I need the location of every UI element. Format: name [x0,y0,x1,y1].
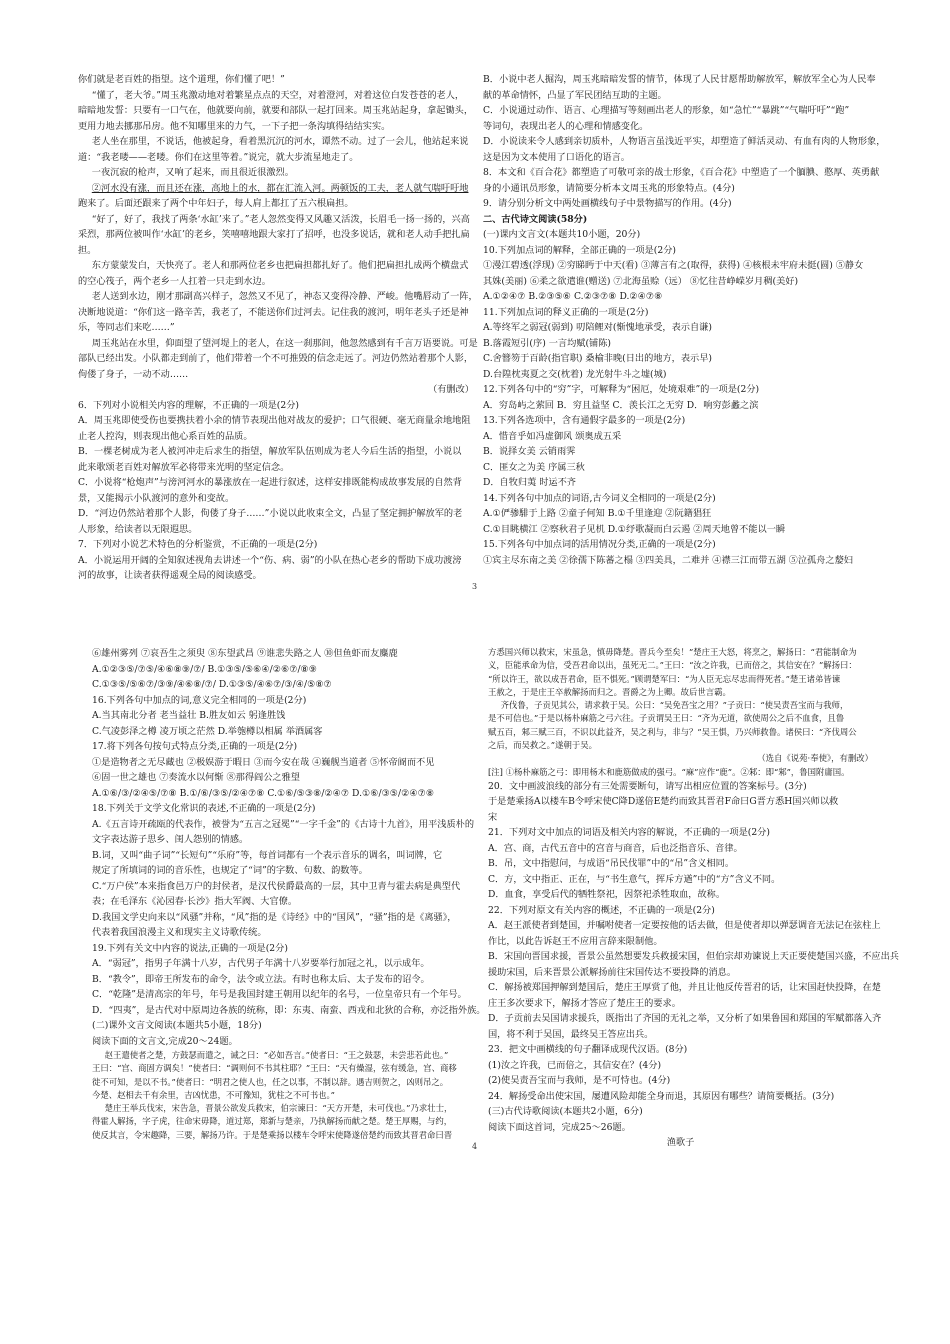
text-line: 跑来了。后面还跟来了两个中年妇子，每人肩上都扛了五六根扁担。 [78,198,354,209]
text-line: 更用力地去挪那吊房。他不知哪里来的力气，一下子把一条沟填得结结实实。 [78,120,391,132]
option-line: 止老人控沟，则表现出他心系百姓的品质。 [78,430,253,442]
text-line: ①漫江碧透(浮现) ②穷睇眄于中天(看) ③薄言有之(取得，获得) ④核根未牢府未挺(圆) ⑤静女 [483,260,864,271]
text-line: 王曰：“宫、商固方调矣！”使者曰：“调则何不书其柱耶？”王曰：“天有燥湿，弦有缓急，宫、商移 [92,1063,457,1074]
text-line: 一夜沉寂的枪声，又响了起来，而且很近很激烈。 [91,167,294,178]
text-line: (1)汝之许我，已而倍之，其信安在？(4分) [488,1059,662,1071]
underlined-sentence: ②河水没有涨，而且还在涨，高地上的水，都在汇流入河。两顿饭的工夫，老人就气喘吁吁地 [91,182,469,194]
question-21: 21．下列对文中加点的词语及相关内容的解说，不正确的一项是(2分) [488,827,770,839]
option-line: C.气凌彭泽之樽 凌万顷之茫然 D.举匏樽以相属 举酒属客 [92,725,323,737]
question-10: 10.下列加点词的解释，全部正确的一项是(2分) [483,244,676,256]
question-8: 8．本文和《百合花》都塑造了可敬可亲的战士形象，《百合花》中塑造了一个腼腆、憨厚、英勇献 [483,167,880,178]
text-line: 暗暗地发誓：只要有一口气在，他就要向前，就要和部队一起打回来。周玉兆站起身，拿起锄头， [78,105,474,116]
text-line: 之后，而吴救之。”遂朝于吴。 [488,740,597,751]
text-line: 其姝(美丽) ⑥柔之欲遣谁(赠送) ⑦北海虽赊（远） ⑧忆往昔峥嵘岁月稠(美好) [483,275,799,287]
option-line: 作比，以此告诉赵王不应用言辞来限制他。 [488,935,663,947]
option-line: 这是因为文本使用了口语化的语言。 [483,151,630,163]
question-7: 7．下列对小说艺术特色的分析鉴赏，不正确的一项是(2分) [78,539,318,550]
option-line: 景，又能揭示小队渡河的意外和变故。 [78,492,235,504]
option-line: 文字表达游子思乡、闺人怨别的情感。 [92,834,249,845]
text-line: 齐伐鲁，子贡见其公，请求救于吴。公曰：“吴免吾宝之用？”子贡曰：“使吴责吾宝而与我师， [500,700,849,711]
question-24: 24．解扬受命出使宋国，屡遭风险却能全身而退，其原因有哪些？请简要概括。(3分) [488,1090,835,1102]
question-22: 22．下列对原文有关内容的概述，不正确的一项是(2分) [488,904,715,916]
text-line: 老人坐在那里，不说话，他被起身，看着黑沉沉的河水，谭然不动。过了一会儿，他站起来说 [91,136,469,147]
question-23: 23．把文中画横线的句子翻译成现代汉语。(8分) [488,1044,688,1056]
question-16: 16.下列各句中加点的词,意义完全相同的一项是(2分) [92,694,307,706]
text-line: 的空心筏子，两个老乡一人扛着一只走到水边。 [78,275,271,287]
question-19: 19.下列有关文中内容的说法,正确的一项是(2分) [92,942,288,954]
text-line: 赋五百，邾三赋三百，不识以此益齐，吴之利与，非与？”吴王惧，乃兴师救鲁。诸侯曰：“齐伐周公 [488,726,857,737]
text-line: 赵王遣使者之楚，方鼓瑟而遣之，诫之曰：“必如吾言。”使者曰：“王之鼓瑟，未尝悲若此也。” [104,1050,449,1060]
page-number: 3 [472,582,478,591]
question-15: 15.下列各句中加点词的活用情况分类,正确的一项是(2分) [483,539,716,550]
option-line: A.①⑥/③/②④⑤/⑦⑧ B.①/⑥/③⑤/②④⑦⑧ C.①⑥/⑤③⑧/②④⑦ D.①⑥/③⑤/②④⑦⑧ [92,787,435,799]
classical-passage [92,1049,472,1142]
option-line: B．小说中老人掘沟，周玉兆暗暗发誓的情节，体现了人民甘愿帮助解放军，解放军全心为人民奉 [483,74,876,85]
option-line: A．小说运用开阔的全知叙述视角去讲述一个“伤、病、弱”的小队在热心老乡的帮助下成功渡滂 [78,554,462,566]
option-line: 援助宋国，后来晋景公派解扬前往宋国传达不要投降的消息。 [488,966,737,978]
page-number: 4 [472,1142,478,1151]
question-14: 14.下列各句中加点的词语,古今词义全相同的一项是(2分) [483,492,716,504]
option-line: A．周玉兆即使受伤也要携扶着小余的情节表现出他对战友的爱护；口气很硬、毫无商量余地地阻 [78,415,471,426]
text-line: ⑥雄州雾列 ⑦哀吾生之须臾 ⑧东望武昌 ⑨谁悲失路之人 ⑩但鱼虾而友麋鹿 [92,648,398,659]
option-line: B．吊，文中指慰问，与成语“吊民伐罪”中的“吊”含义相同。 [488,858,735,870]
text-line: 道：“我老喽——老喽。你们在这里等着。”说完，就大步流星地走了。 [78,151,359,163]
source-note: （选自《说苑·奉使》，有删改） [757,753,873,764]
question-18: 18.下列关于文学文化常识的表述,不正确的一项是(2分) [92,803,316,814]
subsection-heading: (三)古代诗歌阅读(本题共2小题，6分) [488,1106,643,1118]
section-heading: 二、古代诗文阅读(58分) [483,213,588,225]
text-line: 方悉国兴师以救宋，宋虽急，慎毋降楚。晋兵今至矣！”楚庄王大怒，将烹之，解扬曰：“君能制命为 [488,647,857,657]
option-line: 国，将不利于吴国，最终吴王答应出兵。 [488,1028,654,1040]
option-line: D.台隍枕夷夏之交(枕着) 龙光射牛斗之墟(城) [483,368,667,380]
option-line: C．小说将“枪炮声”与滂河河水的暴涨放在一起进行叙述，这样安排既能构成故事发展的自然背 [78,477,462,488]
text-line: 周玉兆站在水里，仰面望了望河堤上的老人，在这一刹那间，他忽然感到有千言万语要说。可是 [91,337,478,349]
option-line: A．宫、商，古代五音中的宫音与商音，后也泛指音乐、音律。 [488,842,743,854]
option-line: 庄王多次要求下，解扬才答应了楚庄王的要求。 [488,997,681,1009]
reading-instruction: 阅读下面这首词，完成25～26题。 [488,1121,631,1133]
option-line: 此来歌颂老百姓对解放军必将带来光明的坚定信念。 [78,461,290,473]
option-line: A．惜音乎如冯虚御风 颂奥成五采 [483,430,622,442]
option-line: B．一棵老树成为老人被河冲走后求生的指望，解放军队伍则成为老人今后生活的指望，小说以 [78,446,462,457]
text-line: 是不可信也。”于是以杨朴麻筋之弓六往。子贡谓吴王曰：“齐为无道，欲使周公之后不血食，且鲁 [488,713,845,724]
option-line: A.《五言诗开疏瓯的代表作，被誉为“五言之冠冕”“一字千金”的《古诗十九首》，用平浅质朴的 [92,818,475,830]
text-line: (2)使吴责吾宝而与我师，是不可恃也。(4分) [488,1075,671,1087]
text-line: 王赦之，于是庄王卒赦解扬而归之。晋爵之为上卿。故后世言霸。 [488,686,731,697]
text-line [78,181,474,197]
question-11: 11.下列加点词的释义正确的一项是(2分) [483,306,649,318]
option-line: B．“教令”，即帝王所发布的命令，法令或立法。有时也称太后、太子发布的诏令。 [92,973,430,985]
text-line: “好了，好了，我找了两条‘水缸’来了。”老人忽然变得又风趣又活泼，长眉毛一扬一扬的，兴高 [91,213,470,225]
text-line: “所以许王，欲以成吾君命，臣不惧死。”顾谓楚军曰：“为人臣无忘尽忠而得死者。”楚王诸弟皆谏 [488,673,841,684]
text-line: 今楚、赵相去千有余里，吉凶忧患，不可豫知，犹柱之不可书也。” [92,1089,335,1100]
text-line: 乐，等同志们来吃……” [78,322,175,333]
page4-right-column [488,646,899,1149]
option-line: D．子贡前去吴国请求援兵，既指出了齐国的无礼之举，又分析了如果鲁国和郑国的军赋都落入齐 [488,1013,882,1025]
option-line: A．穷岛屿之萦回 B．穷且益坚 C．羡长江之无穷 D．响穷彭蠡之滨 [483,399,759,411]
question-9: 9．请分别分析文中两处画横线句子中景物描写的作用。(4分) [483,198,732,209]
option-line: 人形象，给读者以无限遐思。 [78,523,198,535]
option-line: D．“河边仍然站着那个人影，佝偻了身子……”小说以此收束全文，凸显了坚定拥护解放军的老 [78,508,463,519]
option-line: 规定了所填词的词的音乐性，也规定了“词”的字数、句数、韵数等。 [92,865,368,876]
question-13: 13.下列各选项中，含有通假字最多的一项是(2分) [483,415,686,426]
question-20: 20．文中画波浪线的部分有三处需要断句，请写出相应位置的答案标号。(3分) [488,780,807,792]
reading-instruction: 阅读下面的文言文,完成20～24题。 [92,1035,238,1047]
text-line: 身的小通讯员形象，请简要分析本文周玉兆的形象特点。(4分) [483,182,735,194]
text-line: 你们就是老百姓的指望。这个道理，你们懂了吧！” [78,74,285,85]
option-line: 等词句，表现出老人的心理和情感变化。 [483,120,649,132]
page3-left-column [78,72,478,581]
text-line: 宋 [488,811,498,823]
text-line: 决断地说道：“你们这一路辛苦，我老了，不能送你们过河去。记住我的渡河，明年老头子还是神 [78,306,469,318]
text-line: 义，臣能承命为信，受吾君命以出，虽死无二。”王曰：“汝之许我，已而倍之，其信安在？”解扬曰： [488,660,857,671]
option-line: 献的革命情怀，凸显了军民团结互助的主题。 [483,89,667,101]
option-line: D.我国文学史向来以“风骚”并称，“风”指的是《诗经》中的“国风”，“骚”指的是《离骚》， [92,911,457,923]
poem-title: 渔歌子 [666,1137,695,1149]
page3-right-column [483,72,886,572]
text-line: 部队已经出发。小队都走到前了，他们带着一个不可推毁的信念走远了。河边仍然站着那个人影， [78,353,474,364]
source-note: （有删改） [428,384,474,395]
option-line: C．匪女之为美 序属三秋 [483,461,585,473]
option-line: B.词，又叫“曲子词”“长短句”“乐府”等，每首词都有一个表示音乐的调名，叫词牌，它 [92,849,443,861]
option-line: C．“乾隆”是清高宗的年号，年号是我国封建王朝用以纪年的名号，一位皇帝只有一个年号。 [92,989,467,1000]
subsection-heading: (二)课外文言文阅读(本题共5小题，18分) [92,1020,262,1031]
option-line: D．“四夷”，是古代对中原周边各族的统称，即：东夷、南蛮、西戎和北狄的合称，亦泛指外族。 [92,1004,486,1016]
option-line: D．自牧归荑 时运不齐 [483,477,576,488]
option-line: D．小说读来令人感到亲切质朴，人物语言虽浅近平实，却塑造了鲜活灵动、有血有肉的人物形象， [483,136,886,147]
text-line: 得霍人解扬，字子虎，往命宋毋降，道过郑，郑新与楚亲，乃执解扬而献之楚。楚王厚赐，与约， [92,1116,453,1127]
option-line: 代表着我国浪漫主义和现实主义诗歌传统。 [92,927,267,938]
page4-left-column [92,646,486,1140]
option-line: C.①目眺横江 ②察秋君子见机 D.①纾歌凝而白云遏 ②周天地曾不能以一瞬 [483,523,786,535]
text-line: 采烈，那两位被叫作‘水缸’的老乡，笑嘻嘻地跟大家打了招呼，也没多说话，就和老人动手把扎扁 [78,229,470,240]
option-line: A．“弱冠”，指男子年满十八岁，古代男子年满十八岁要举行加冠之礼，以示成年。 [92,958,430,969]
option-line: B．说择女美 云销雨霁 [483,446,576,457]
subsection-heading: (一)课内文言文(本题共10小题，20分) [483,229,641,240]
option-line: B．宋国向晋国求援，晋景公虽然想要发兵救援宋国，但伯宗却劝谏说上天正要使楚国兴盛，不应出兵 [488,951,899,963]
text-line: “懂了，老大爷。”周玉兆激动地对着繁星点点的天空，对着澄河，对着这位白发苍苍的老人， [91,89,465,101]
question-12: 12.下列各句中的“穷”字，可解释为“困厄，处境艰难”的一项是(2分) [483,384,760,395]
footnote: [注] ①杨朴麻筋之弓：即用杨木和鹿筋做成的强弓。“麻”应作“鹿”。②邾：即“邾”，鲁国附庸国。 [488,766,850,777]
text-line: 担。 [78,244,97,256]
text-line: ①是造物者之无尽藏也 ②极娱游于暇日 ③而今安在哉 ④巍舰当道者 ⑤怀帝阍而不见 [92,756,435,768]
option-line: C．解扬被郑国押解到楚国后，楚庄王厚赏了他，并且让他反传晋君的话，让宋国赶快投降，在楚 [488,982,881,994]
option-line: C．方，文中指正、正在，与“书生意气，挥斥方遒”中的“方”含义不同。 [488,873,781,885]
option-line: C．小说通过动作、语言、心理描写等刻画出老人的形象，如“急忙”“暴跳”“气喘吁吁”“跑” [483,105,850,116]
text-line: 佝偻了身子，一动不动…… [78,368,189,380]
option-line: A.①俨骖騑于上路 ②童子何知 B.①千里逢迎 ②阮籍猖狂 [483,508,712,519]
option-line: A．赵王派使者到楚国，并嘱咐使者一定要按他的话去做，但是使者却以弹瑟调音无法记在弦柱上 [488,920,881,932]
option-line: C.舍簪笏于百龄(指官职) 桑榆非晚(日出的地方，表示早) [483,353,713,364]
punctuation-task: 于是楚乘扬A以楼车B令呼宋使C降D遂倍E楚约而致其晋君F命曰G晋方悉H国兴师以救 [488,796,839,808]
option-line: A.当其南北分者 老当益壮 B.胜友如云 躬逢胜饯 [92,710,286,721]
text-line: 老人送到水边，刚才那副高兴样子，忽然又不见了，神态又变得冷静、严峻。他嘴唇动了一阵， [91,291,478,302]
option-line: A.①②③⑤/⑦⑤/④⑥⑧⑨/⑦/ B.①③⑤/⑤⑥④/②⑥⑦/⑧⑨ [92,663,318,675]
classical-passage [488,646,873,779]
option-line: ①宾主尽东南之美 ②徐孺下陈蕃之榻 ③四美具，二难并 ④襟三江而带五湖 ⑤泣孤舟之嫠妇 [483,554,853,566]
text-line: ⑥固一世之雄也 ⑦奏流水以何惭 ⑧那得阎公之雅望 [92,772,300,783]
option-line: A.①②④⑦ B.②③⑤⑥ C.②③⑦⑧ D.②④⑦⑧ [483,291,663,302]
question-6: 6．下列对小说相关内容的理解，不正确的一项是(2分) [78,399,299,411]
question-17: 17.将下列各句按句式特点分类,正确的一项是(2分) [92,741,298,752]
text-line: 楚庄王举兵伐宋，宋告急，晋景公欲发兵救宋，伯宗谏曰：“天方开楚，未可伐也。”乃求壮士， [104,1103,453,1114]
option-line: D．血食，享受后代的牺牲祭祀，因祭祀杀牲取血，故称。 [488,889,726,901]
option-line: A.等终军之弱冠(弱到) 叨陪鲤对(惭愧地承受，表示自谦) [483,322,712,333]
option-line: 河的故事，让读者获得遥观全局的阅读感受。 [78,570,262,581]
option-line: B.落霞短引(序) 一言均赋(铺陈) [483,337,611,349]
option-line: C.①③⑤/⑤⑥⑦/③⑨/④⑥⑧/⑦/ D.①③⑤/④⑥⑦/③/④/⑤⑧⑦ [92,679,332,690]
text-line: 东方蒙蒙发白，天快亮了。老人和那两位老乡也把扁担都扎好了。他们把扁担扎成两个横盘式 [91,260,469,271]
option-line: 表；在毛泽东《沁园春·长沙》指大军阀、大官僚。 [92,896,298,907]
option-line: C.“万户侯”本来指食邑万户的封侯者，是汉代侯爵最高的一层，其中卫青与霍去病是典型代 [92,880,461,892]
text-line: 徙不可知，是以不书。”使者曰：“明君之使人也，任之以事，不制以辞。遇吉则贺之，凶则吊之。 [92,1076,449,1087]
text-line: 使反其言，令宋趣降，三要，解扬乃许。于是楚乘扬以楼车令呼宋使降遂倍楚约而致其晋君命曰晋 [92,1129,453,1140]
